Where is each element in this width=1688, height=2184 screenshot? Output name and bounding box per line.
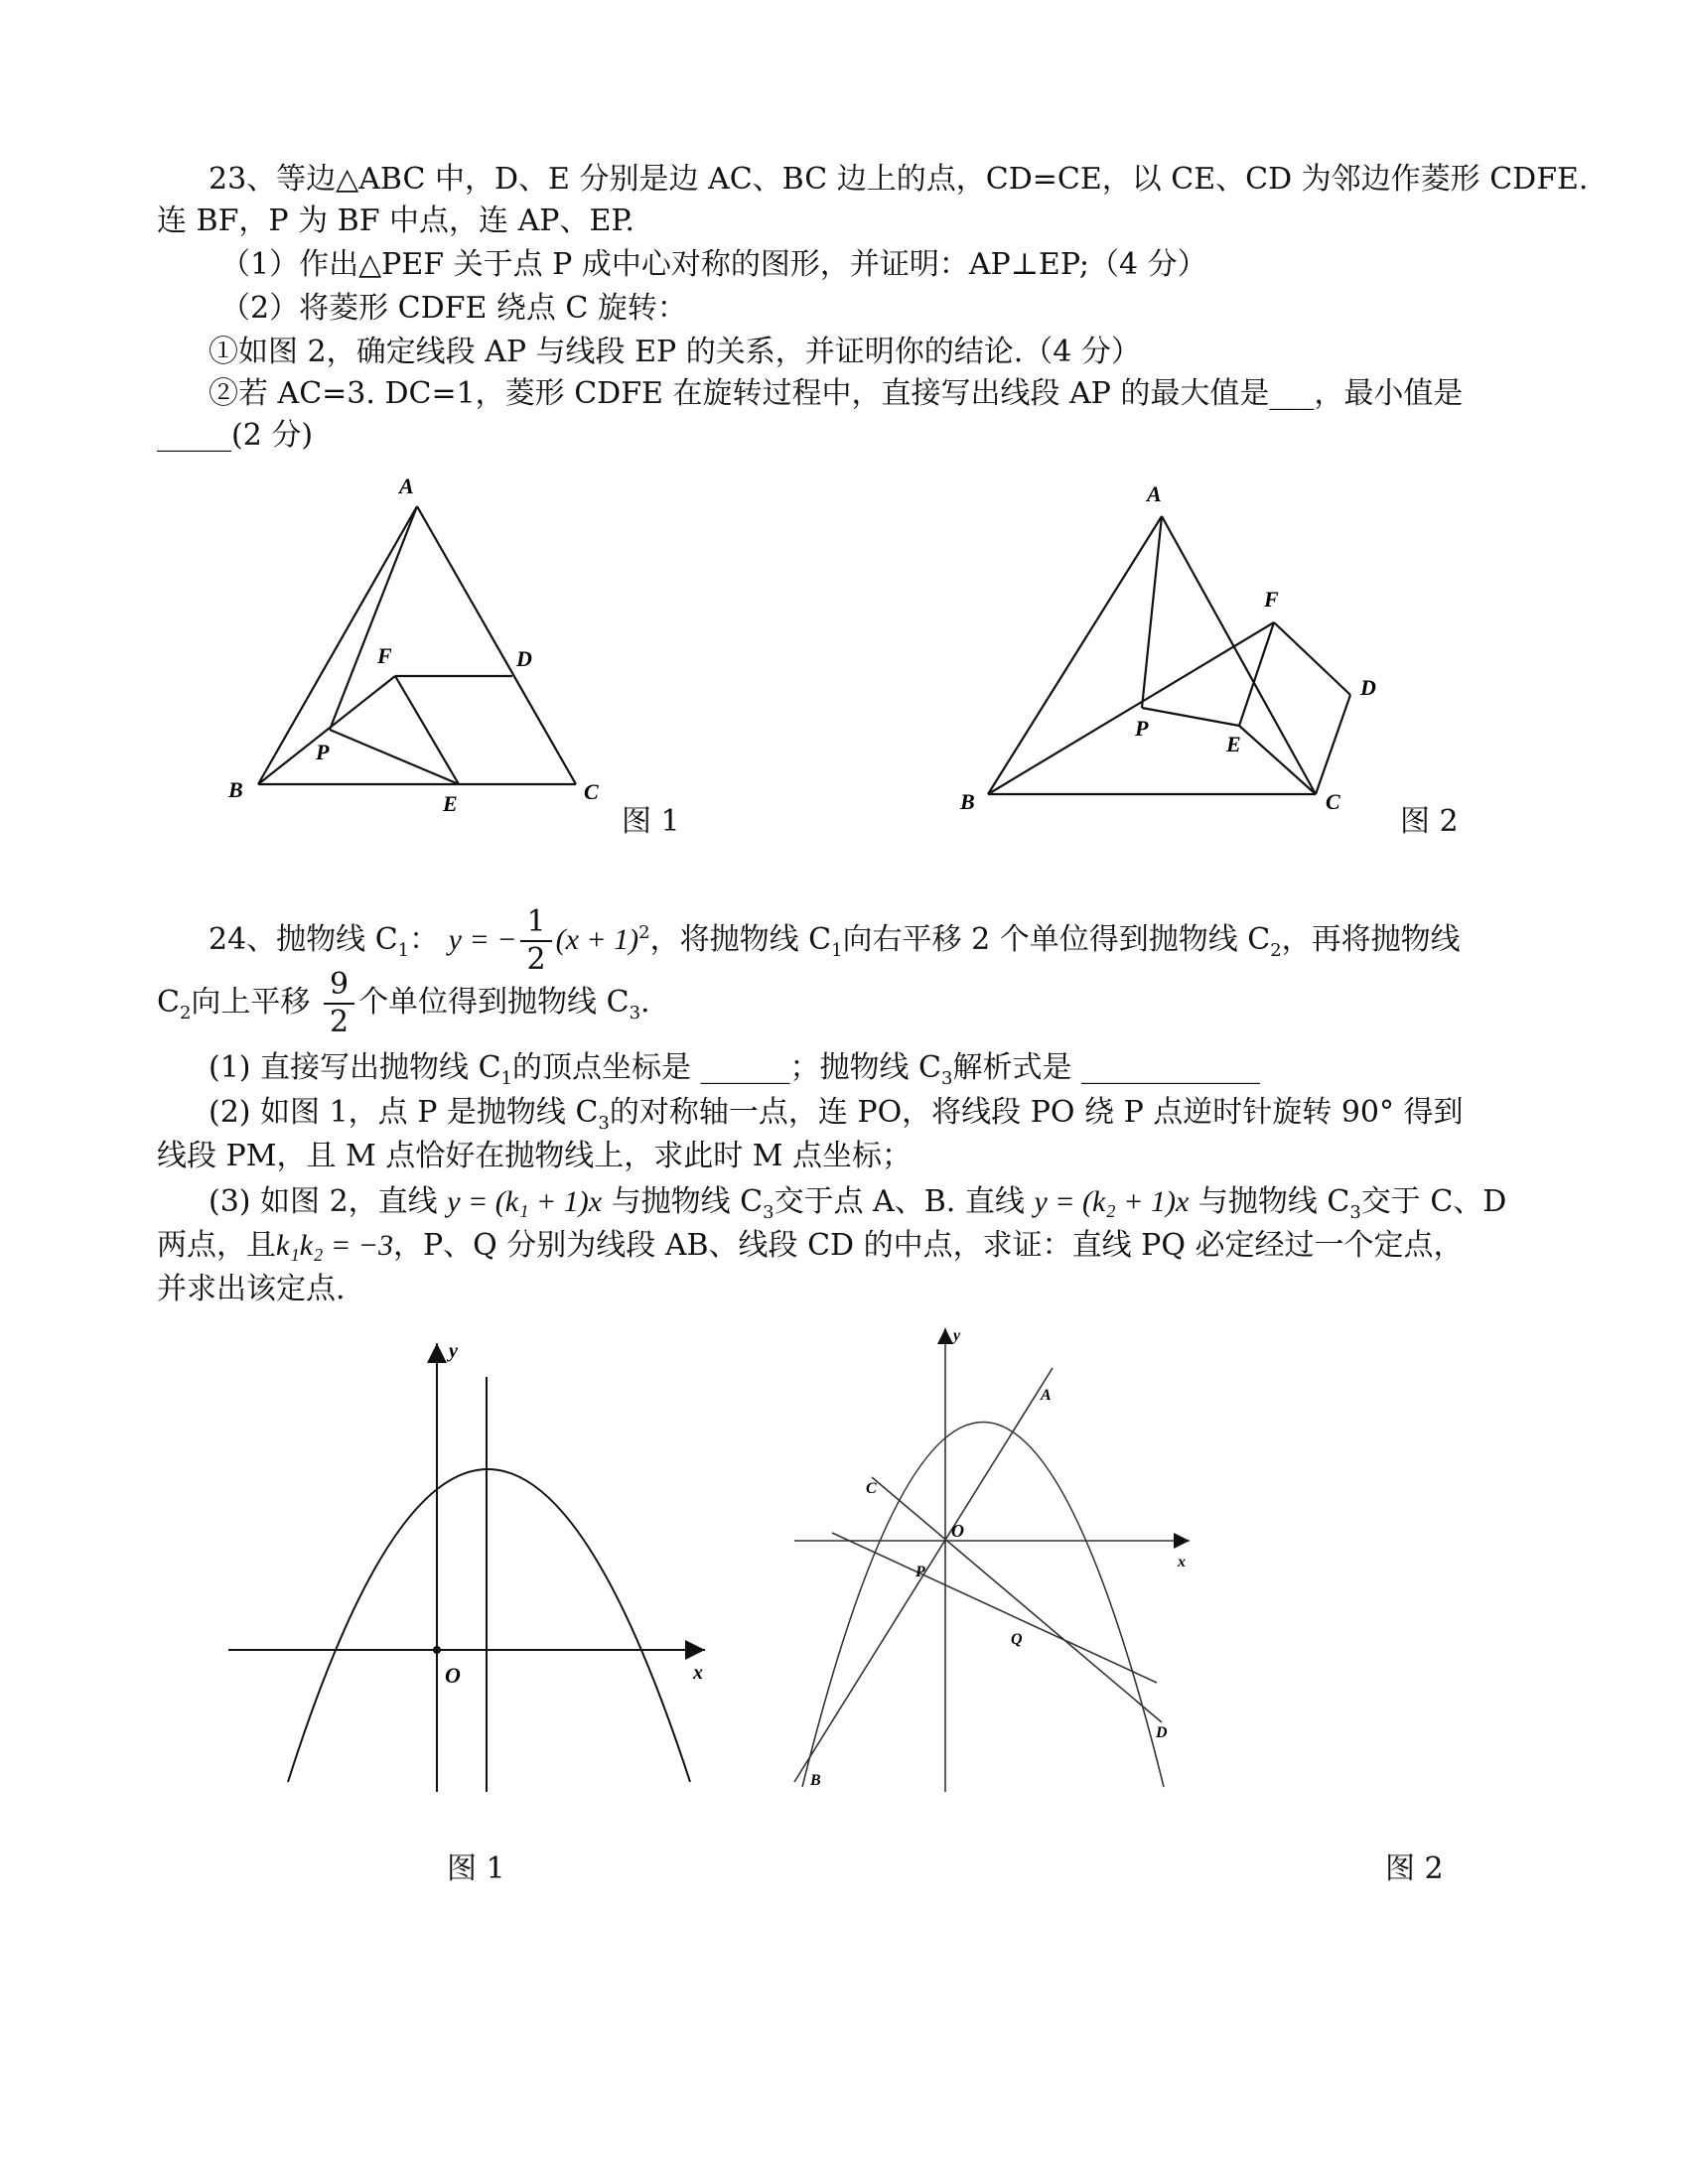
q24-l6-c: 交于点 A、B. 直线 — [774, 1184, 1025, 1219]
q23-figure-2 — [958, 472, 1415, 829]
q24-l2-end: . — [640, 985, 650, 1020]
edge-AP — [330, 506, 417, 730]
label-P: P — [316, 740, 330, 764]
edge-BF — [258, 676, 395, 784]
fraction-denominator: 2 — [526, 942, 546, 977]
q23-line-7: _____(2 分) — [157, 418, 314, 453]
label-D: D — [1156, 1724, 1168, 1741]
origin-point — [433, 1646, 441, 1654]
q23-line-4: （2）将菱形 CDFE 绕点 C 旋转： — [220, 291, 687, 326]
q24-l2-post: 个单位得到抛物线 C — [358, 985, 630, 1020]
label-C: C — [866, 1480, 877, 1497]
label-F: F — [377, 643, 392, 668]
q24-l7-a: 两点，且 — [157, 1228, 276, 1263]
q24-l4-a: (2) 如图 1，点 P 是抛物线 C — [209, 1095, 599, 1130]
parabola-c3 — [288, 1469, 690, 1782]
q24-l1-post2: 向右平移 2 个单位得到抛物线 C — [842, 922, 1271, 957]
label-E: E — [1226, 732, 1241, 756]
line-CD — [872, 1477, 1162, 1722]
q24-figure-1 — [218, 1325, 735, 1792]
q24-fig1-caption: 图 1 — [447, 1851, 505, 1886]
label-P: P — [1135, 716, 1149, 741]
q23-line-6: ②若 AC=3. DC=1，菱形 CDFE 在旋转过程中，直接写出线段 AP 的最大值是___，最小值是 — [209, 376, 1464, 411]
q24-l1-sub2: 2 — [1270, 940, 1282, 961]
label-Q: Q — [1011, 1631, 1023, 1648]
label-B: B — [228, 777, 243, 802]
edge-FE — [395, 676, 459, 784]
q24-l2-sub: 2 — [179, 1003, 192, 1024]
q24-l1-post3: ，再将抛物线 — [1281, 922, 1461, 957]
q24-l3-sub3: 3 — [941, 1068, 953, 1089]
edge-BF — [988, 622, 1274, 794]
q24-l3-c: 解析式是 ____________ — [952, 1050, 1261, 1085]
q24-shift-fraction — [324, 967, 354, 1040]
parabola-c3 — [802, 1423, 1164, 1788]
q24-line-5: 线段 PM，且 M 点恰好在抛物线上，求此时 M 点坐标； — [157, 1139, 913, 1173]
label-B: B — [810, 1772, 821, 1789]
q24-l2-pre: C — [157, 985, 180, 1020]
q23-line-2: 连 BF，P 为 BF 中点，连 AP、EP. — [157, 204, 634, 238]
q24-c1-exponent: 2 — [638, 922, 650, 943]
q24-line-7 — [157, 1225, 1463, 1267]
q24-l6-e: 交于 C、D — [1360, 1184, 1507, 1219]
line-PQ — [832, 1533, 1157, 1683]
q24-l6-d: 与抛物线 C — [1197, 1184, 1350, 1219]
q24-k-product-equation: k₁k₂ = −3 — [276, 1229, 393, 1262]
edge-PE — [330, 730, 459, 784]
label-y: y — [449, 1340, 458, 1362]
q24-l1-post: ，将抛物线 C — [649, 922, 832, 957]
q24-line-cd-equation: y = (k₂ + 1)x — [1034, 1185, 1190, 1218]
label-A: A — [1147, 481, 1162, 506]
q24-l7-b: ，P、Q 分别为线段 AB、线段 CD 的中点，求证：直线 PQ 必定经过一个定点， — [392, 1228, 1464, 1263]
label-P: P — [915, 1564, 925, 1580]
label-x: x — [693, 1662, 703, 1684]
q24-l4-sub3: 3 — [598, 1113, 610, 1134]
q24-line-1 — [209, 893, 1461, 977]
fraction-numerator: 9 — [324, 967, 354, 1005]
q24-l6-sub3a: 3 — [763, 1202, 774, 1223]
label-B: B — [960, 789, 975, 814]
label-C: C — [584, 779, 599, 804]
edge-AB — [258, 506, 417, 784]
q24-l6-sub3b: 3 — [1349, 1202, 1361, 1223]
edge-FD — [1274, 622, 1350, 695]
q24-l3-a: (1) 直接写出抛物线 C — [209, 1050, 501, 1085]
label-A: A — [1041, 1387, 1052, 1404]
edge-AC — [417, 506, 576, 784]
q24-fig2-caption: 图 2 — [1385, 1851, 1444, 1886]
q24-l3-b: 的顶点坐标是 ______；抛物线 C — [511, 1050, 942, 1085]
label-F: F — [1264, 587, 1279, 612]
q24-l1-colon: ： — [409, 922, 440, 957]
label-y: y — [953, 1327, 961, 1344]
q24-l2-sub3: 3 — [629, 1003, 641, 1024]
label-C: C — [1326, 789, 1340, 814]
q23-line-3: （1）作出△PEF 关于点 P 成中心对称的图形，并证明：AP⊥EP;（4 分） — [220, 247, 1207, 282]
q23-figure-1 — [209, 462, 725, 819]
q24-l1-sub: 1 — [397, 940, 410, 961]
q23-fig2-caption: 图 2 — [1400, 804, 1459, 839]
label-D: D — [1360, 675, 1376, 700]
q24-line-2 — [157, 963, 650, 1042]
label-E: E — [443, 791, 458, 816]
label-A: A — [399, 474, 414, 498]
q24-line-8: 并求出该定点. — [157, 1272, 346, 1306]
fraction-numerator: 1 — [520, 904, 551, 942]
q23-line-5: ①如图 2，确定线段 AP 与线段 EP 的关系，并证明你的结论.（4 分） — [209, 335, 1141, 369]
q24-l1-sub-b: 1 — [831, 940, 843, 961]
q24-c1-equation-rhs: (x + 1) — [555, 923, 639, 956]
label-O: O — [445, 1663, 461, 1688]
edge-AB — [988, 516, 1162, 794]
q24-c1-equation-lhs: y = − — [448, 923, 517, 956]
q24-l4-b: 的对称轴一点，连 PO，将线段 PO 绕 P 点逆时针旋转 90° 得到 — [609, 1095, 1464, 1130]
q23-line-1: 23、等边△ABC 中，D、E 分别是边 AC、BC 边上的点，CD=CE，以 CE、CD 为邻边作菱形 CDFE. — [209, 162, 1589, 197]
edge-DC — [1316, 695, 1350, 794]
q24-l6-b: 与抛物线 C — [611, 1184, 764, 1219]
q24-line-ab-equation: y = (k₁ + 1)x — [447, 1185, 603, 1218]
q24-l2-mid: 向上平移 — [191, 985, 311, 1020]
fraction-denominator: 2 — [329, 1005, 350, 1039]
label-x: x — [1178, 1554, 1186, 1570]
q24-figure-2 — [784, 1320, 1201, 1797]
q24-l6-a: (3) 如图 2，直线 — [209, 1184, 438, 1219]
q24-l1-pre: 24、抛物线 C — [209, 922, 398, 957]
q24-l3-sub1: 1 — [500, 1068, 512, 1089]
label-O: O — [951, 1521, 964, 1541]
edge-EC — [1239, 726, 1316, 794]
label-D: D — [516, 646, 532, 671]
edge-PE — [1142, 708, 1239, 726]
q23-fig1-caption: 图 1 — [622, 804, 680, 839]
